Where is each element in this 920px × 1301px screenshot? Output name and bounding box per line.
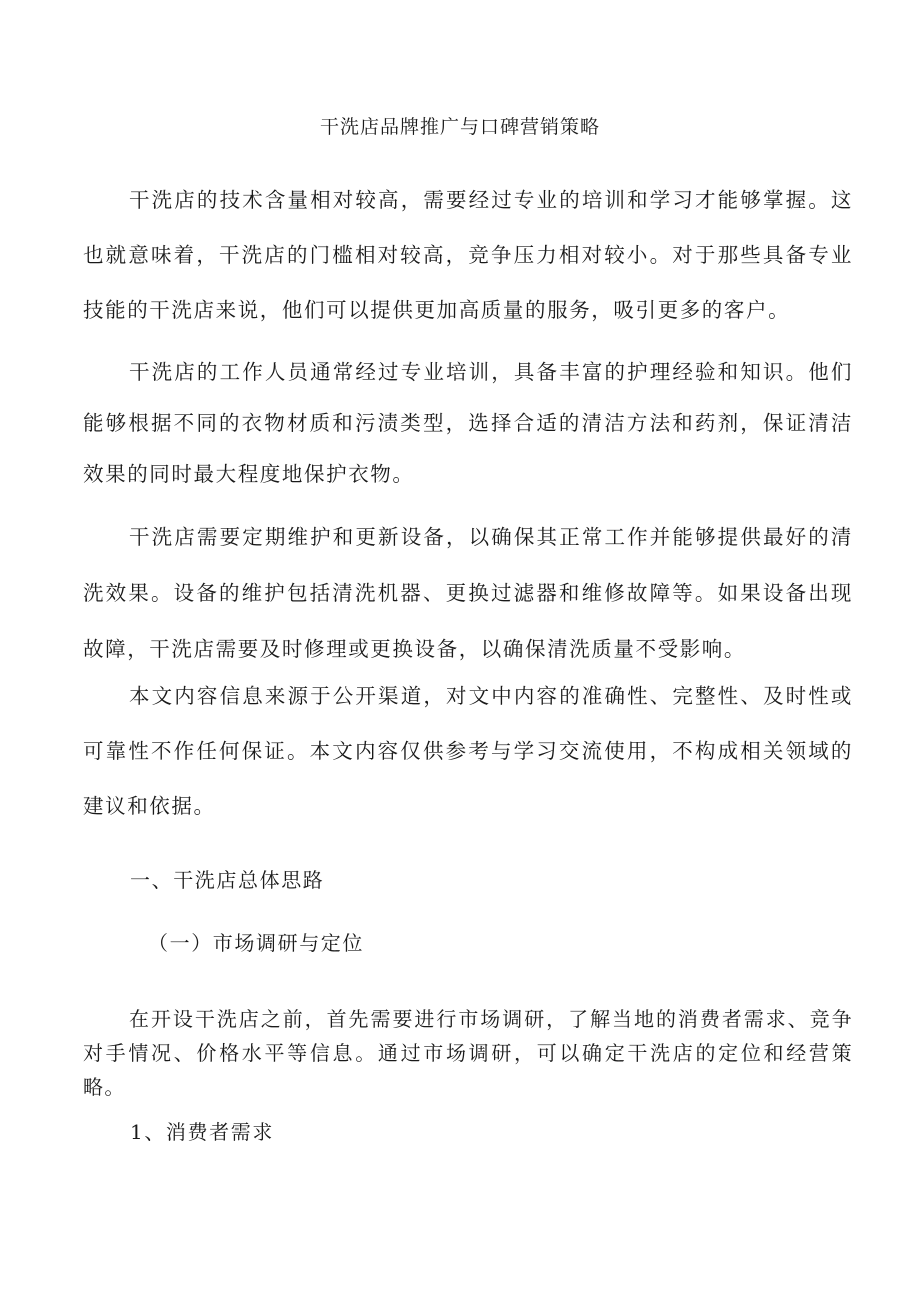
subsection-heading: （一）市场调研与定位 — [148, 931, 364, 955]
paragraph-equipment-maintenance: 干洗店需要定期维护和更新设备，以确保其正常工作并能够提供最好的清洗效果。设备的维护包括清洗机器、更换过滤器和维修故障等。如果设备出现故障，干洗店需要及时修理或更换设备，以确保清洗质量不受影响。 — [83, 525, 853, 661]
paragraph-market-research: 在开设干洗店之前，首先需要进行市场调研，了解当地的消费者需求、竞争对手情况、价格水平等信息。通过市场调研，可以确定干洗店的定位和经营策略。 — [83, 1007, 853, 1099]
paragraph-technical-threshold: 干洗店的技术含量相对较高，需要经过专业的培训和学习才能够掌握。这也就意味着，干洗店的门槛相对较高，竞争压力相对较小。对于那些具备专业技能的干洗店来说，他们可以提供更加高质量的服务，吸引更多的客户。 — [83, 188, 853, 322]
document-title: 干洗店品牌推广与口碑营销策略 — [319, 116, 600, 138]
section-heading: 一、干洗店总体思路 — [130, 868, 325, 892]
item-heading: 1、消费者需求 — [130, 1120, 274, 1144]
paragraph-disclaimer: 本文内容信息来源于公开渠道，对文中内容的准确性、完整性、及时性或可靠性不作任何保证。本文内容仅供参考与学习交流使用，不构成相关领域的建议和依据。 — [83, 684, 853, 818]
paragraph-staff-training: 干洗店的工作人员通常经过专业培训，具备丰富的护理经验和知识。他们能够根据不同的衣物材质和污渍类型，选择合适的清洁方法和药剂，保证清洁效果的同时最大程度地保护衣物。 — [83, 360, 853, 486]
